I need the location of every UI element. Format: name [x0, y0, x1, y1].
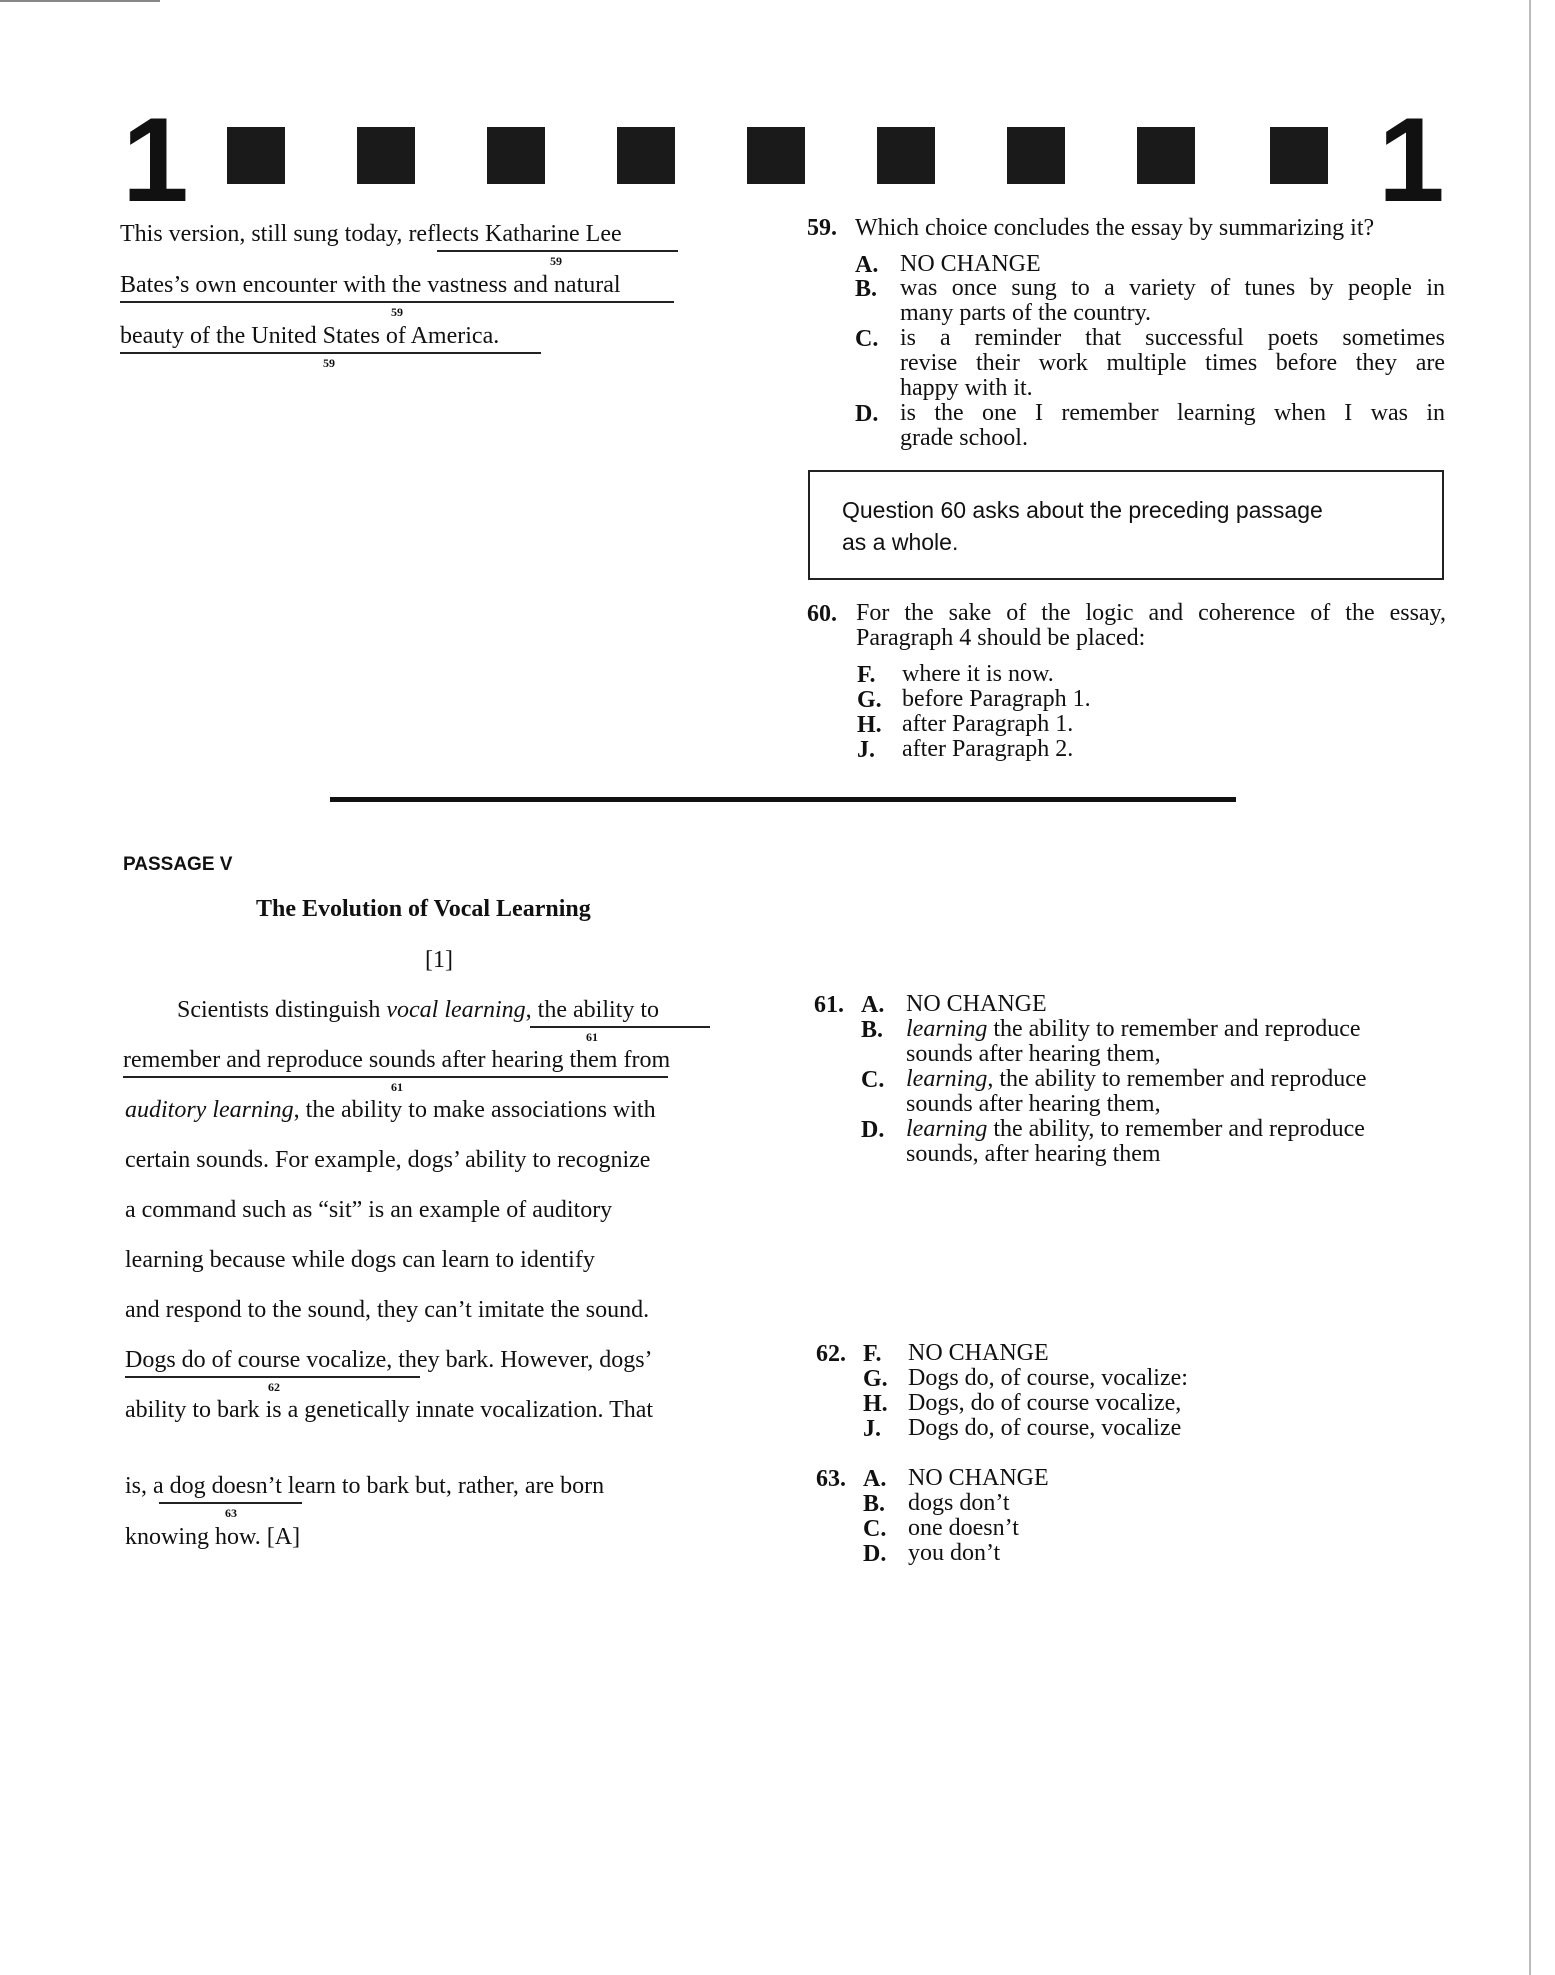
option-letter[interactable]: B. — [855, 276, 878, 302]
option-letter[interactable]: A. — [861, 992, 885, 1018]
option-text[interactable]: NO CHANGE — [908, 1340, 1049, 1366]
passage-line: learning because while dogs can learn to identify — [125, 1247, 595, 1273]
question-number: 63. — [816, 1466, 846, 1492]
option-text[interactable]: sounds after hearing them, — [906, 1041, 1161, 1067]
option-text[interactable]: sounds, after hearing them — [906, 1141, 1161, 1167]
option-letter[interactable]: B. — [861, 1017, 884, 1043]
header-block — [1007, 127, 1065, 184]
question-number: 60. — [807, 601, 837, 627]
notice-text: Question 60 asks about the preceding passage — [842, 497, 1323, 523]
passage-line — [125, 1097, 656, 1124]
option-letter[interactable]: B. — [863, 1491, 886, 1517]
italic-term: learning — [906, 1016, 988, 1042]
passage-line — [123, 1047, 670, 1074]
passage-line: certain sounds. For example, dogs’ ability to recognize — [125, 1147, 651, 1173]
option-letter[interactable]: H. — [857, 712, 882, 738]
passage-line: ability to bark is a genetically innate vocalization. That — [125, 1397, 654, 1423]
italic-term: learning — [906, 1116, 988, 1142]
option-text[interactable]: sounds after hearing them, — [906, 1091, 1161, 1117]
option-text[interactable]: after Paragraph 2. — [902, 736, 1074, 762]
option-text[interactable]: where it is now. — [902, 661, 1054, 687]
option-text[interactable]: Dogs, do of course vocalize, — [908, 1390, 1182, 1416]
line-number: 59 — [550, 254, 562, 268]
option-letter[interactable]: J. — [863, 1416, 881, 1442]
italic-term: learning — [906, 1066, 988, 1092]
question-number: 59. — [807, 215, 837, 241]
header-block — [617, 127, 675, 184]
passage-line — [120, 221, 622, 248]
passage-line — [125, 1473, 604, 1500]
section-number-left: 1 — [122, 93, 189, 227]
header-block — [487, 127, 545, 184]
italic-term: vocal learning — [386, 997, 526, 1023]
passage-line: and respond to the sound, they can’t imitate the sound. — [125, 1297, 650, 1323]
section-number-right: 1 — [1378, 93, 1445, 227]
passage-text: from — [617, 1047, 671, 1073]
passage-text: is, — [125, 1473, 154, 1499]
underline — [437, 250, 678, 252]
option-letter[interactable]: C. — [863, 1516, 887, 1542]
passage-text: This version, still sung today, — [120, 221, 409, 247]
option-text[interactable] — [906, 1017, 1361, 1042]
option-text[interactable]: was once sung to a variety of tunes by people in — [900, 275, 1445, 301]
option-letter[interactable]: C. — [861, 1067, 885, 1093]
underlined-text: Bates’s own encounter with the vastness and natural — [120, 272, 621, 298]
underlined-text: beauty of the United States of America. — [120, 323, 500, 349]
option-text[interactable]: revise their work multiple times before they are — [900, 350, 1445, 376]
notice-box — [808, 470, 1444, 580]
option-text[interactable] — [906, 1067, 1367, 1092]
header-block — [877, 127, 935, 184]
option-text[interactable]: you don’t — [908, 1540, 1001, 1566]
option-text[interactable]: Dogs do, of course, vocalize: — [908, 1365, 1188, 1391]
line-number: 63 — [225, 1506, 237, 1520]
header-block — [1270, 127, 1328, 184]
question-number: 61. — [814, 992, 844, 1018]
underlined-text: , the ability to — [525, 997, 659, 1023]
passage-text: learn to bark but, rather, are born — [281, 1473, 605, 1499]
question-number: 62. — [816, 1341, 846, 1367]
option-letter[interactable]: J. — [857, 737, 875, 763]
passage-line — [125, 1347, 653, 1374]
underline — [530, 1026, 710, 1028]
underline — [120, 301, 674, 303]
header-block — [227, 127, 285, 184]
option-text[interactable]: before Paragraph 1. — [902, 686, 1091, 712]
header-block — [1137, 127, 1195, 184]
option-text[interactable]: after Paragraph 1. — [902, 711, 1074, 737]
italic-term: auditory learning — [125, 1097, 294, 1123]
underlined-text: reflects Katharine Lee — [408, 221, 622, 247]
paragraph-marker: [1] — [425, 947, 453, 973]
line-number: 62 — [268, 1380, 280, 1394]
option-text[interactable]: NO CHANGE — [908, 1465, 1049, 1491]
option-text: , the ability to remember and reproduce — [987, 1066, 1367, 1092]
underline — [120, 352, 541, 354]
notice-text: as a whole. — [842, 529, 959, 555]
header-block — [747, 127, 805, 184]
option-letter[interactable]: H. — [863, 1391, 888, 1417]
option-letter[interactable]: C. — [855, 326, 879, 352]
passage-line: a command such as “sit” is an example of auditory — [125, 1197, 613, 1223]
line-number: 59 — [323, 356, 335, 370]
option-text[interactable]: happy with it. — [900, 375, 1033, 401]
scan-edge-border — [1529, 0, 1531, 1975]
underlined-text: a dog doesn’t — [153, 1473, 282, 1499]
option-text[interactable]: NO CHANGE — [900, 251, 1041, 277]
option-text[interactable]: one doesn’t — [908, 1515, 1019, 1541]
option-letter[interactable]: G. — [863, 1366, 888, 1392]
line-number: 59 — [391, 305, 403, 319]
option-letter[interactable]: A. — [863, 1466, 887, 1492]
underline — [123, 1076, 668, 1078]
passage-line: knowing how. [A] — [125, 1524, 301, 1550]
option-letter[interactable]: G. — [857, 687, 882, 713]
underline — [125, 1376, 420, 1378]
option-text[interactable]: many parts of the country. — [900, 300, 1152, 326]
passage-text: they bark. However, dogs’ — [392, 1347, 653, 1373]
option-text[interactable]: NO CHANGE — [906, 991, 1047, 1017]
option-text[interactable]: dogs don’t — [908, 1490, 1010, 1516]
option-text[interactable]: is a reminder that successful poets sometimes — [900, 325, 1445, 351]
underlined-text: remember and reproduce sounds after hearing them — [123, 1047, 618, 1073]
option-text[interactable]: Dogs do, of course, vocalize — [908, 1415, 1182, 1441]
option-text: the ability, to remember and reproduce — [987, 1116, 1365, 1142]
header-block — [357, 127, 415, 184]
question-stem: For the sake of the logic and coherence of the essay, — [856, 600, 1446, 626]
passage-text: , the ability to make associations with — [293, 1097, 656, 1123]
line-number: 61 — [586, 1030, 598, 1044]
option-text[interactable]: grade school. — [900, 425, 1028, 451]
passage-line — [177, 997, 659, 1024]
scan-edge-line — [0, 0, 160, 2]
option-text[interactable] — [906, 1117, 1365, 1142]
question-stem: Which choice concludes the essay by summarizing it? — [855, 215, 1375, 241]
option-letter[interactable]: A. — [855, 252, 879, 278]
line-number: 61 — [391, 1080, 403, 1094]
passage-label: PASSAGE V — [123, 854, 233, 875]
question-stem: Paragraph 4 should be placed: — [856, 625, 1146, 651]
passage-title: The Evolution of Vocal Learning — [256, 896, 591, 922]
option-letter[interactable]: D. — [863, 1541, 887, 1567]
option-letter[interactable]: F. — [857, 662, 876, 688]
underlined-text: Dogs do of course vocalize, — [125, 1347, 393, 1373]
option-letter[interactable]: D. — [861, 1117, 885, 1143]
passage-text: Scientists distinguish — [177, 997, 387, 1023]
underline — [159, 1502, 302, 1504]
option-text[interactable]: is the one I remember learning when I was in — [900, 400, 1445, 426]
option-text: the ability to remember and reproduce — [987, 1016, 1361, 1042]
option-letter[interactable]: F. — [863, 1341, 882, 1367]
option-letter[interactable]: D. — [855, 401, 879, 427]
section-divider — [330, 797, 1236, 802]
